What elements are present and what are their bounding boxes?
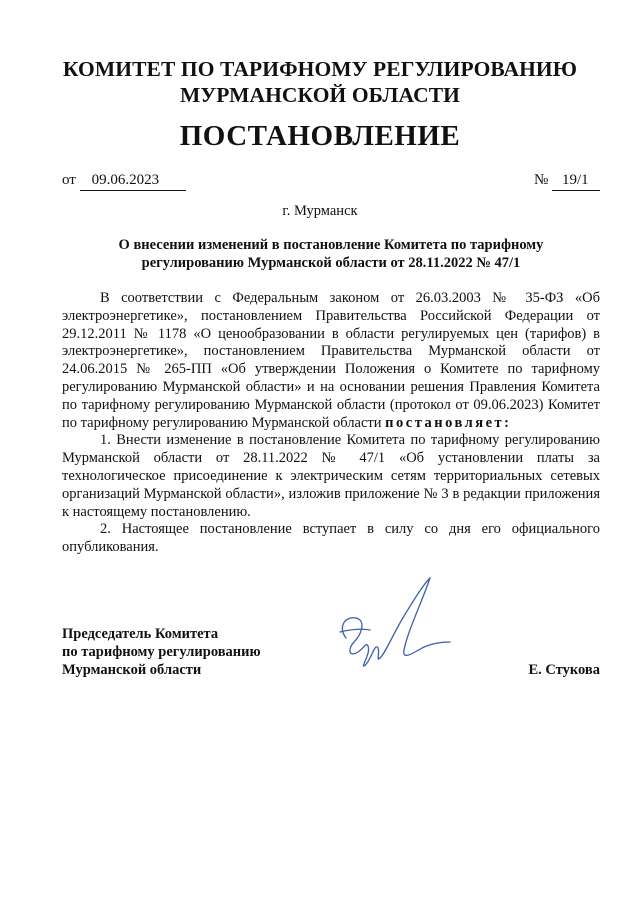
document-body bbox=[62, 290, 600, 557]
signer-position bbox=[62, 626, 261, 679]
date-prefix: от bbox=[62, 172, 76, 188]
signer-name: Е. Стукова bbox=[528, 662, 600, 678]
signature-stroke-main bbox=[342, 578, 430, 666]
document-type-title: ПОСТАНОВЛЕНИЕ bbox=[179, 120, 461, 152]
org-name-line1: КОМИТЕТ ПО ТАРИФНОМУ РЕГУЛИРОВАНИЮ bbox=[62, 57, 578, 81]
preamble-text: В соответствии с Федеральным законом от 26.03.2003 № 35-ФЗ «Об электроэнергетике», постановлением Правительства Российской Федерации от 29.12.2011 № 1178 «О ценообразовании в области регулируемых цен (тарифов) в электроэнергетике», постановлением Правительства Мурманской области от 24.06.2015 № 265-ПП «Об утверждении Положения о Комитете по тарифному регулированию Мурманской области» и на основании решения Правления Комитета по тарифному регулированию Мурманской области (протокол от 09.06.2023) Комитет по тарифному регулированию Мурманской области bbox=[62, 290, 600, 431]
preamble-paragraph bbox=[62, 290, 600, 432]
number-prefix: № bbox=[533, 172, 549, 188]
signer-position-line2: по тарифному регулированию bbox=[62, 643, 261, 660]
city-label: г. Мурманск bbox=[282, 203, 358, 219]
subject-line1: О внесении изменений в постановление Комитета по тарифному bbox=[118, 237, 544, 253]
signer-position-line1: Председатель Комитета bbox=[62, 626, 219, 642]
number-value: 19/1 bbox=[552, 170, 600, 191]
number-field bbox=[534, 170, 600, 191]
document-subject bbox=[62, 236, 600, 272]
subject-line2: регулированию Мурманской области от 28.11.2022 № 47/1 bbox=[141, 255, 521, 271]
signature-stroke-accent bbox=[340, 629, 370, 632]
resolves-colon: : bbox=[504, 414, 512, 431]
signature-stroke-tail bbox=[404, 578, 450, 655]
resolves-word: постановляет bbox=[385, 414, 505, 431]
org-name-line2: МУРМАНСКОЙ ОБЛАСТИ bbox=[179, 83, 460, 107]
item-2-paragraph: 2. Настоящее постановление вступает в силу со дня его официального опубликования. bbox=[62, 521, 600, 556]
item-1-paragraph: 1. Внести изменение в постановление Комитета по тарифному регулированию Мурманской области от 28.11.2022 № 47/1 «Об установлении платы за технологическое присоединение к электрическим сетям территориальных сетевых организаций Мурманской области», изложив приложение № 3 в редакции приложения к настоящему постановлению. bbox=[62, 432, 600, 520]
date-value: 09.06.2023 bbox=[80, 170, 186, 191]
handwritten-signature bbox=[318, 572, 468, 682]
signer-position-line3: Мурманской области bbox=[62, 661, 202, 678]
date-field bbox=[62, 170, 186, 191]
